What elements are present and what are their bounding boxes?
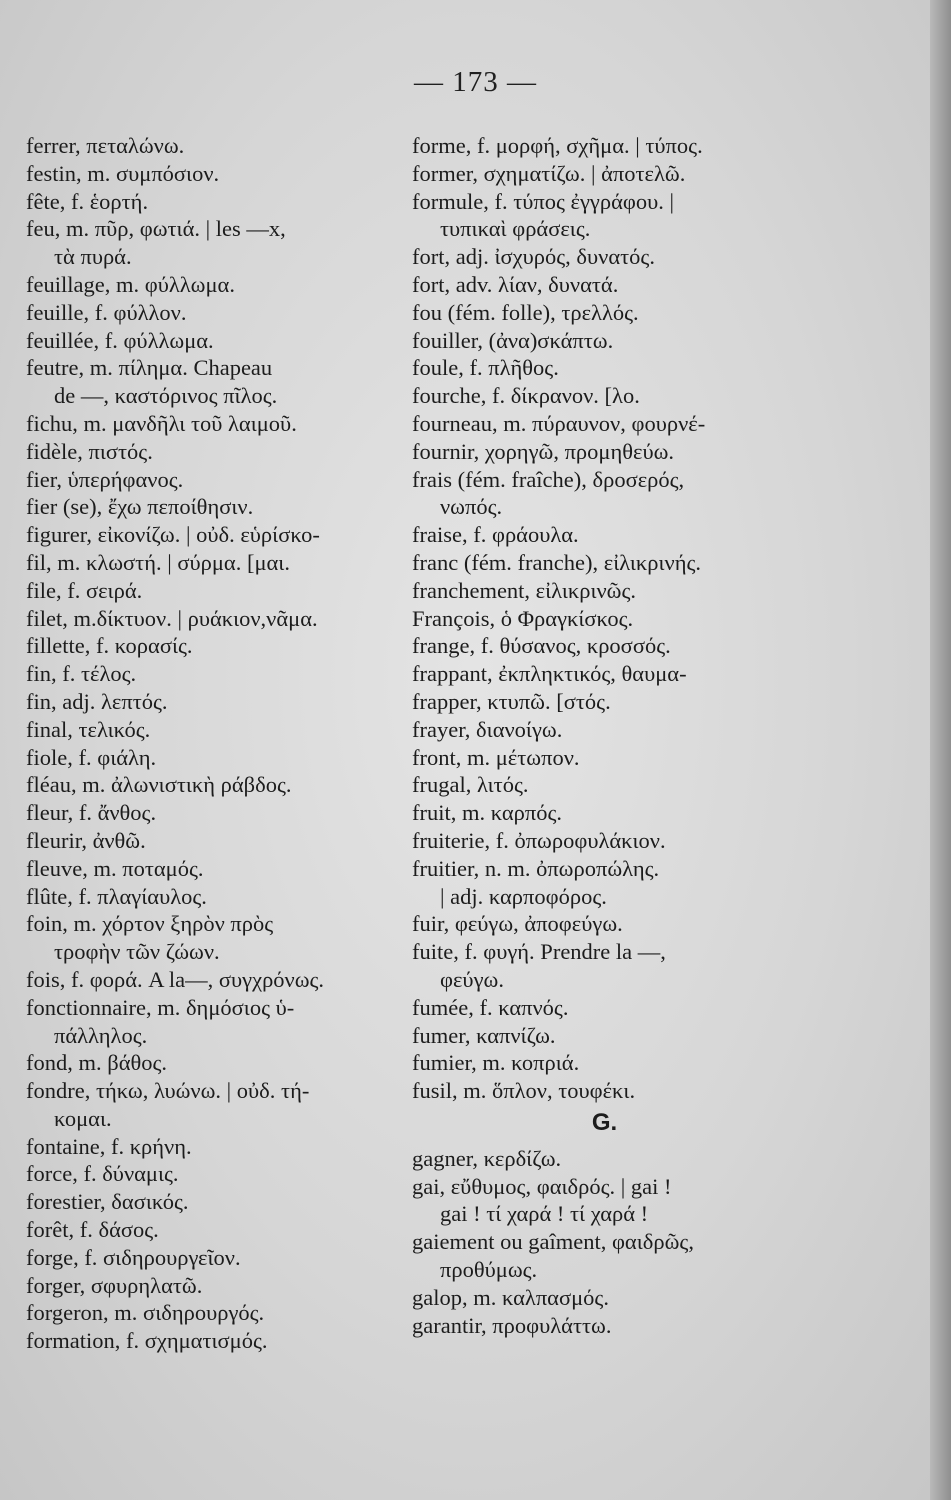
dictionary-entry-line: νωπός.	[440, 494, 503, 520]
dictionary-entry-line: frappant, ἐκπληκτικός, θαυμα-	[412, 661, 687, 687]
dictionary-entry-line: fondre, τήκω, λυώνω. | οὐδ. τή-	[26, 1078, 310, 1104]
dictionary-entry-line: frapper, κτυπῶ. [στός.	[412, 688, 611, 714]
dictionary-entry-line: foule, f. πλῆθος.	[412, 355, 559, 381]
dictionary-entry-line: πάλληλος.	[54, 1022, 148, 1048]
dictionary-entry-line: feuillée, f. φύλλωμα.	[26, 327, 214, 353]
dictionary-entry-line: fin, f. τέλος.	[26, 661, 137, 687]
dictionary-entry-line: force, f. δύναμις.	[26, 1161, 179, 1187]
dictionary-entry-line: filet, m.δίκτυον. | ρυάκιον,νᾶμα.	[26, 605, 318, 631]
dictionary-entry-line: fillette, f. κορασίς.	[26, 633, 193, 659]
dictionary-entry-line: gai ! τί χαρά ! τί χαρά !	[440, 1201, 649, 1227]
dictionary-entry-line: fond, m. βάθος.	[26, 1050, 168, 1076]
dictionary-entry-line: fichu, m. μανδῆλι τοῦ λαιμοῦ.	[26, 410, 297, 436]
dictionary-entry-line: feu, m. πῦρ, φωτιά. | les —x,	[26, 216, 286, 242]
dictionary-entry-line: fidèle, πιστός.	[26, 438, 153, 464]
section-letter-heading: G.	[591, 1108, 618, 1136]
dictionary-entry-line: fruitier, n. m. ὀπωροπώλης.	[412, 855, 660, 881]
dictionary-entry-line: fuir, φεύγω, ἀποφεύγω.	[412, 911, 623, 937]
dictionary-entry-line: forgeron, m. σιδηρουργός.	[26, 1300, 265, 1326]
dictionary-entry-line: fort, adj. ἰσχυρός, δυνατός.	[412, 244, 655, 270]
dictionary-entry-line: forger, σφυρηλατῶ.	[26, 1272, 203, 1298]
dictionary-entry-line: forme, f. μορφή, σχῆμα. | τύπος.	[412, 133, 703, 158]
dictionary-entry-line: feuillage, m. φύλλωμα.	[26, 271, 235, 297]
dictionary-entry-line: forge, f. σιδηρουργεῖον.	[26, 1244, 241, 1270]
dictionary-entry-line: former, σχηματίζω. | ἀποτελῶ.	[412, 160, 686, 186]
dictionary-entry-line: file, f. σειρά.	[26, 577, 143, 603]
dictionary-entry-line: fier (se), ἔχω πεποίθησιν.	[26, 494, 254, 520]
dictionary-entry-line: fou (fém. folle), τρελλός.	[412, 299, 639, 325]
dictionary-entry-line: feuille, f. φύλλον.	[26, 299, 187, 325]
dictionary-entry-line: frais (fém. fraîche), δροσερός,	[412, 466, 685, 492]
dictionary-entry-line: forestier, δασικός.	[26, 1189, 189, 1215]
dictionary-entry-line: fleurir, ἀνθῶ.	[26, 827, 146, 853]
dictionary-entry-line: fuite, f. φυγή. Prendre la —,	[412, 939, 666, 965]
page-number: — 173 —	[414, 66, 537, 98]
dictionary-entry-line: fiole, f. φιάλη.	[26, 744, 157, 770]
dictionary-entry-line: garantir, προφυλάττω.	[412, 1312, 612, 1338]
left-column	[26, 132, 406, 1355]
dictionary-entry-line: fleuve, m. ποταμός.	[26, 855, 204, 881]
dictionary-entry-line: fourneau, m. πύραυνον, φουρνέ-	[412, 410, 706, 436]
dictionary-entry-line: de —, καστόρινος πῖλος.	[54, 383, 278, 409]
dictionary-entry-line: final, τελικός.	[26, 716, 151, 742]
dictionary-entry-line: fil, m. κλωστή. | σύρμα. [μαι.	[26, 549, 290, 575]
dictionary-entry-line: fontaine, f. κρήνη.	[26, 1133, 192, 1159]
dictionary-entry-line: flûte, f. πλαγίαυλος.	[26, 883, 207, 909]
dictionary-entry-line: κομαι.	[54, 1105, 112, 1131]
dictionary-entry-line: foin, m. χόρτον ξηρὸν πρὸς	[26, 911, 274, 937]
dictionary-entry-line: fier, ὑπερήφανος.	[26, 466, 184, 492]
dictionary-entry-line: fruiterie, f. ὀπωροφυλάκιον.	[412, 827, 666, 853]
dictionary-entry-line: προθύμως.	[440, 1257, 538, 1283]
dictionary-entry-line: front, m. μέτωπον.	[412, 744, 580, 770]
dictionary-entry-line: fonctionnaire, m. δημόσιος ὑ-	[26, 994, 295, 1020]
page-edge-shadow	[930, 0, 951, 1500]
dictionary-entry-line: fraise, f. φράουλα.	[412, 522, 579, 548]
dictionary-entry-line: fin, adj. λεπτός.	[26, 688, 168, 714]
dictionary-entry-line: fruit, m. καρπός.	[412, 800, 563, 826]
dictionary-entry-line: fouiller, (ἀνα)σκάπτω.	[412, 327, 614, 353]
dictionary-entry-line: forêt, f. δάσος.	[26, 1217, 159, 1243]
dictionary-entry-line: fléau, m. ἀλωνιστικὴ ράβδος.	[26, 772, 292, 798]
dictionary-entry-line: τυπικαὶ φράσεις.	[440, 216, 591, 242]
dictionary-entry-line: festin, m. συμπόσιον.	[26, 160, 220, 186]
dictionary-entry-line: gai, εὔθυμος, φαιδρός. | gai !	[412, 1173, 672, 1199]
dictionary-entry-line: frugal, λιτός.	[412, 772, 529, 798]
dictionary-entry-line: gagner, κερδίζω.	[412, 1145, 562, 1171]
dictionary-entry-line: ferrer, πεταλώνω.	[26, 133, 185, 158]
dictionary-entry-line: fumée, f. καπνός.	[412, 994, 569, 1020]
dictionary-entry-line: fumer, καπνίζω.	[412, 1022, 556, 1048]
dictionary-entry-line: fort, adv. λίαν, δυνατά.	[412, 271, 619, 297]
dictionary-entry-line: formule, f. τύπος ἐγγράφου. |	[412, 188, 675, 214]
dictionary-entry-line: fourche, f. δίκρανον. [λο.	[412, 383, 640, 409]
dictionary-entry-line: φεύγω.	[440, 966, 504, 992]
dictionary-entry-line: feutre, m. πίλημα. Chapeau	[26, 355, 273, 381]
dictionary-entry-line: franc (fém. franche), εἰλικρινής.	[412, 549, 702, 575]
dictionary-entry-line: formation, f. σχηματισμός.	[26, 1328, 268, 1354]
dictionary-entry-line: fleur, f. ἄνθος.	[26, 800, 157, 826]
dictionary-entry-line: gaiement ou gaîment, φαιδρῶς,	[412, 1229, 694, 1255]
dictionary-entry-line: frayer, διανοίγω.	[412, 716, 563, 742]
dictionary-entry-line: figurer, εἰκονίζω. | οὐδ. εὑρίσκο-	[26, 522, 320, 548]
dictionary-entry-line: fois, f. φορά. A la—, συγχρόνως.	[26, 966, 325, 992]
dictionary-entry-line: franchement, εἰλικρινῶς.	[412, 577, 637, 603]
dictionary-entry-line: fête, f. ἑορτή.	[26, 188, 149, 214]
dictionary-entry-line: | adj. καρποφόρος.	[440, 883, 607, 909]
dictionary-entry-line: τὰ πυρά.	[54, 244, 132, 270]
dictionary-entry-line: fournir, χορηγῶ, προμηθεύω.	[412, 438, 675, 464]
dictionary-entry-line: frange, f. θύσανος, κροσσός.	[412, 633, 671, 659]
right-column	[412, 132, 797, 1339]
dictionary-entry-line: fumier, m. κοπριά.	[412, 1050, 580, 1076]
dictionary-entry-line: fusil, m. ὅπλον, τουφέκι.	[412, 1078, 636, 1104]
dictionary-entry-line: τροφὴν τῶν ζώων.	[54, 939, 220, 965]
dictionary-entry-line: galop, m. καλπασμός.	[412, 1284, 609, 1310]
dictionary-entry-line: François, ὁ Φραγκίσκος.	[412, 605, 634, 631]
